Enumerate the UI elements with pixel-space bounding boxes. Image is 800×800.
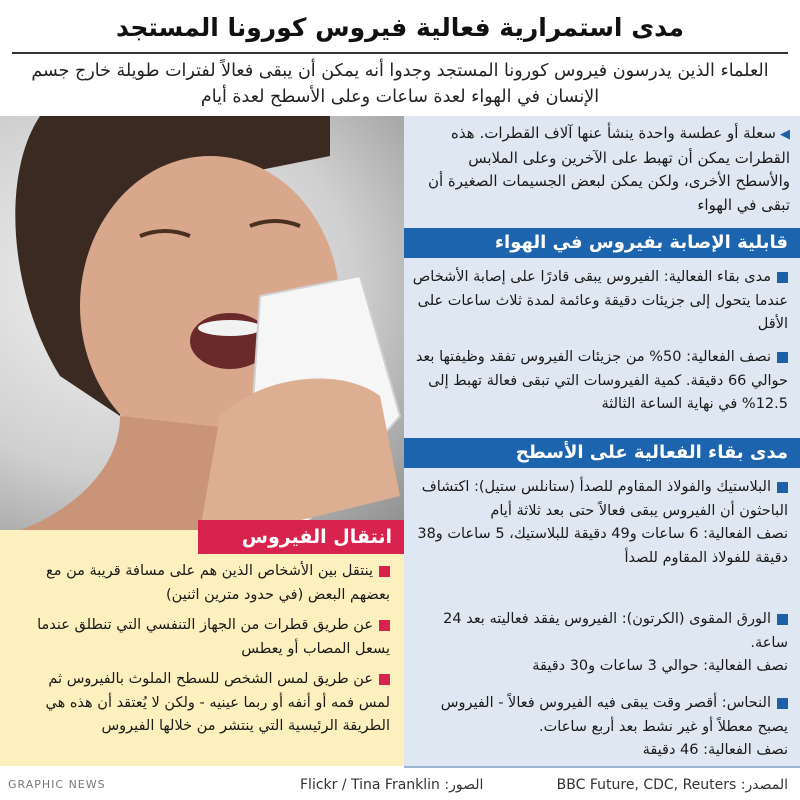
surfaces-bullet-1-text: البلاستيك والفولاذ المقاوم للصدأ (ستانلس ستيل): اكتشاف الباحثون أن الفيروس يبقى فعالاً حتى بعد ثلاثة أيام <box>421 479 788 519</box>
footer-divider <box>404 766 800 768</box>
graphic-news-logo: GRAPHIC NEWS <box>8 778 106 791</box>
droplets-text: سعلة أو عطسة واحدة ينشأ عنها آلاف القطرات. هذه القطرات يمكن أن تهبط على الآخرين وعلى الملابس والأسطح الأخرى، ولكن يمكن لبعض الجسيمات الصغيرة أن تبقى في الهواء <box>427 124 790 214</box>
bullet-square-icon <box>379 620 390 631</box>
surfaces-bullet-1-half: نصف الفعالية: 6 ساعات و49 دقيقة للبلاستيك، 5 ساعات و38 دقيقة للفولاذ المقاوم للصدأ <box>417 526 788 566</box>
page-title: مدى استمرارية فعالية فيروس كورونا المستجد <box>115 13 685 42</box>
air-bullet-2 <box>412 346 788 417</box>
transmission-bullet-1-text: ينتقل بين الأشخاص الذين هم على مسافة قريبة من مع بعضهم البعض (في حدود مترين اثنين) <box>46 563 390 603</box>
bullet-square-icon <box>777 482 788 493</box>
surfaces-bullet-2 <box>412 608 788 679</box>
bullet-square-icon <box>777 614 788 625</box>
sneezing-woman-photo <box>0 116 420 530</box>
title-divider <box>12 52 788 54</box>
surfaces-bullet-1 <box>412 476 788 570</box>
surfaces-bullet-2-text: الورق المقوى (الكرتون): الفيروس يفقد فعاليته بعد 24 ساعة. <box>443 611 788 651</box>
bullet-square-icon <box>777 352 788 363</box>
surfaces-bullet-3-text: النحاس: أقصر وقت يبقى فيه الفيروس فعالاً - الفيروس يصبح معطلاً أو غير نشط بعد أربع ساعات. <box>440 695 788 735</box>
transmission-bullet-2-text: عن طريق قطرات من الجهاز التنفسي التي تنطلق عندما يسعل المصاب أو يعطس <box>37 617 390 657</box>
footer <box>0 770 800 800</box>
transmission-bullet-3-text: عن طريق لمس الشخص للسطح الملوث بالفيروس ثم لمس فمه أو أنفه أو ربما عينيه - ولكن لا يُعتقد أن هذه هي الطريقة الرئيسية التي ينتشر من خلالها الفيروس <box>45 671 390 734</box>
surfaces-bullet-3 <box>412 692 788 763</box>
air-section-heading: قابلية الإصابة بفيروس في الهواء <box>404 228 800 258</box>
photo-credit: الصور: Flickr / Tina Franklin <box>300 777 484 793</box>
intro-text: العلماء الذين يدرسون فيروس كورونا المستجد وجدوا أنه يمكن أن يبقى فعالاً لفترات طويلة خارج جسم الإنسان في الهواء لعدة ساعات وعلى الأسطح لعدة أيام <box>31 61 769 107</box>
surfaces-bullet-3-half: نصف الفعالية: 46 دقيقة <box>642 742 788 758</box>
bullet-square-icon <box>777 272 788 283</box>
surfaces-section-heading: مدى بقاء الفعالية على الأسطح <box>404 438 800 468</box>
photo-illustration <box>0 116 420 530</box>
triangle-pointer-icon: ◀ <box>780 127 790 142</box>
droplets-intro <box>412 122 790 222</box>
bullet-square-icon <box>379 674 390 685</box>
air-bullet-1-text: مدى بقاء الفعالية: الفيروس يبقى قادرًا على إصابة الأشخاص عندما يتحول إلى جزيئات دقيقة وعائمة لمدة ثلاث ساعات على الأقل <box>412 269 788 332</box>
surfaces-bullet-2-half: نصف الفعالية: حوالي 3 ساعات و30 دقيقة <box>532 658 788 674</box>
bullet-square-icon <box>777 698 788 709</box>
transmission-bullet-1 <box>14 560 390 607</box>
bullet-square-icon <box>379 566 390 577</box>
air-bullet-2-text: نصف الفعالية: 50% من جزيئات الفيروس تفقد وظيفتها بعد حوالي 66 دقيقة. كمية الفيروسات التي تبقى فعالة تهبط إلى 12.5% في نهاية الساعة الثالثة <box>415 349 788 412</box>
source-credit: المصدر: BBC Future, CDC, Reuters <box>556 777 788 793</box>
air-bullet-1 <box>412 266 788 337</box>
transmission-heading: انتقال الفيروس <box>198 520 404 554</box>
transmission-bullet-3 <box>14 668 390 739</box>
transmission-bullet-2 <box>14 614 390 661</box>
